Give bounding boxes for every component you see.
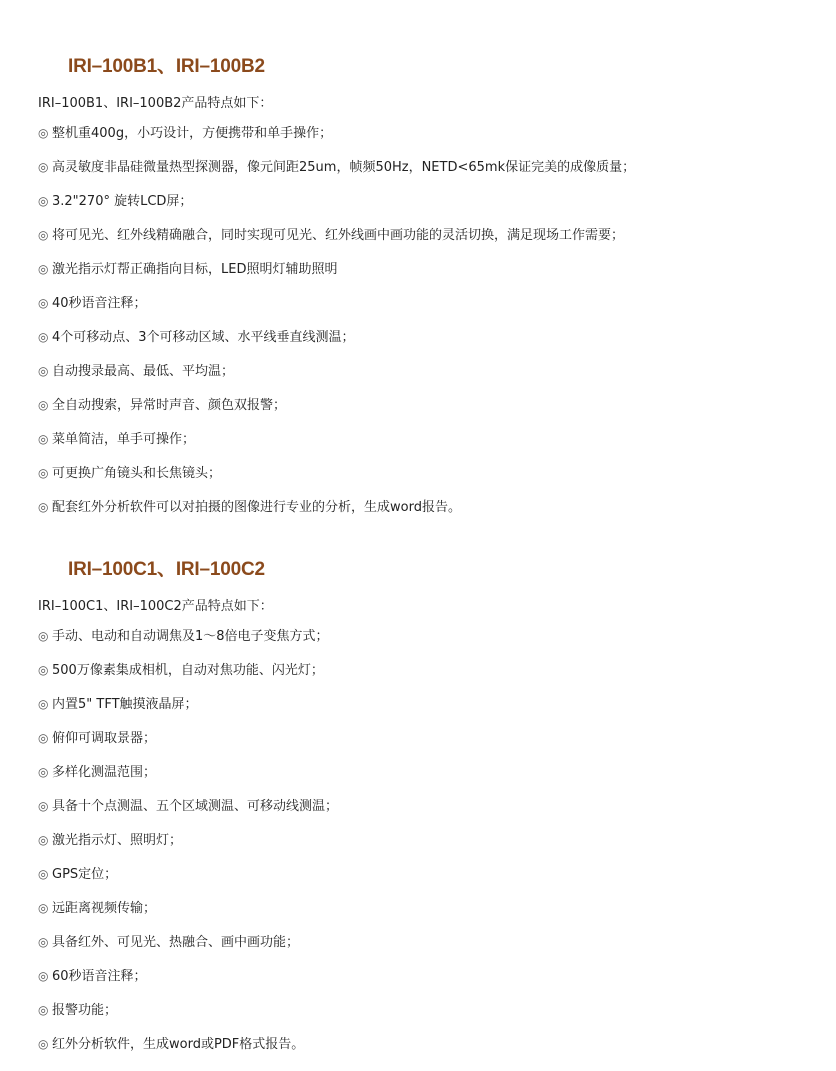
- feature-item: [38, 935, 338, 969]
- bullet-icon: ◎: [38, 867, 49, 881]
- feature-text: 远距离视频传输；: [52, 901, 157, 916]
- feature-item: [38, 364, 635, 398]
- feature-text: 配套红外分析软件可以对拍摄的图像进行专业的分析，生成word报告。: [52, 500, 461, 515]
- feature-text: 具备红外、可见光、热融合、画中画功能；: [52, 935, 300, 950]
- feature-text: 报警功能；: [52, 1003, 118, 1018]
- feature-item: [38, 398, 635, 432]
- feature-item: [38, 194, 635, 228]
- feature-text: 40秒语音注释；: [52, 296, 147, 311]
- feature-text: 红外分析软件，生成word或PDF格式报告。: [52, 1037, 305, 1052]
- section-title: IRI–100C1、IRI–100C2: [68, 559, 265, 580]
- feature-item: [38, 432, 635, 466]
- feature-item: [38, 126, 635, 160]
- feature-text: GPS定位；: [52, 867, 118, 882]
- feature-item: [38, 1003, 338, 1037]
- feature-text: 整机重400g，小巧设计，方便携带和单手操作；: [52, 126, 333, 141]
- bullet-icon: ◎: [38, 160, 49, 174]
- bullet-icon: ◎: [38, 364, 49, 378]
- bullet-icon: ◎: [38, 1003, 49, 1017]
- bullet-icon: ◎: [38, 432, 49, 446]
- feature-item: [38, 833, 338, 867]
- feature-item: [38, 867, 338, 901]
- feature-item: [38, 731, 338, 765]
- feature-item: [38, 969, 338, 1003]
- feature-text: 将可见光、红外线精确融合，同时实现可见光、红外线画中画功能的灵活切换，满足现场工作需要；: [52, 228, 625, 243]
- feature-item: [38, 1037, 338, 1071]
- feature-text: 内置5" TFT触摸液晶屏；: [52, 697, 198, 712]
- feature-text: 全自动搜索，异常时声音、颜色双报警；: [52, 398, 287, 413]
- feature-text: 具备十个点测温、五个区域测温、可移动线测温；: [52, 799, 339, 814]
- bullet-icon: ◎: [38, 466, 49, 480]
- bullet-icon: ◎: [38, 765, 49, 779]
- feature-item: [38, 629, 338, 663]
- feature-item: [38, 697, 338, 731]
- bullet-icon: ◎: [38, 663, 49, 677]
- feature-item: [38, 466, 635, 500]
- feature-text: 60秒语音注释；: [52, 969, 147, 984]
- bullet-icon: ◎: [38, 697, 49, 711]
- bullet-icon: ◎: [38, 126, 49, 140]
- feature-item: [38, 262, 635, 296]
- feature-text: 4个可移动点、3个可移动区域、水平线垂直线测温；: [52, 330, 355, 345]
- feature-item: [38, 296, 635, 330]
- section-intro: IRI–100B1、IRI–100B2产品特点如下：: [38, 96, 273, 111]
- feature-text: 手动、电动和自动调焦及1～8倍电子变焦方式；: [52, 629, 329, 644]
- bullet-icon: ◎: [38, 330, 49, 344]
- bullet-icon: ◎: [38, 833, 49, 847]
- bullet-icon: ◎: [38, 398, 49, 412]
- bullet-icon: ◎: [38, 901, 49, 915]
- feature-list: [38, 629, 338, 1071]
- bullet-icon: ◎: [38, 262, 49, 276]
- feature-text: 激光指示灯帮正确指向目标，LED照明灯辅助照明: [52, 262, 338, 277]
- bullet-icon: ◎: [38, 228, 49, 242]
- bullet-icon: ◎: [38, 629, 49, 643]
- bullet-icon: ◎: [38, 194, 49, 208]
- bullet-icon: ◎: [38, 296, 49, 310]
- section-title: IRI–100B1、IRI–100B2: [68, 56, 265, 77]
- bullet-icon: ◎: [38, 935, 49, 949]
- feature-list: [38, 126, 635, 534]
- bullet-icon: ◎: [38, 1037, 49, 1051]
- feature-item: [38, 228, 635, 262]
- feature-item: [38, 901, 338, 935]
- section-intro: IRI–100C1、IRI–100C2产品特点如下：: [38, 599, 273, 614]
- bullet-icon: ◎: [38, 500, 49, 514]
- feature-item: [38, 765, 338, 799]
- feature-item: [38, 330, 635, 364]
- feature-text: 500万像素集成相机，自动对焦功能、闪光灯；: [52, 663, 324, 678]
- bullet-icon: ◎: [38, 799, 49, 813]
- feature-text: 菜单简洁，单手可操作；: [52, 432, 196, 447]
- feature-text: 多样化测温范围；: [52, 765, 157, 780]
- feature-text: 3.2"270° 旋转LCD屏；: [52, 194, 193, 209]
- feature-item: [38, 160, 635, 194]
- feature-text: 高灵敏度非晶硅微量热型探测器，像元间距25um，帧频50Hz，NETD<65mk保证完美的成像质量；: [52, 160, 636, 175]
- feature-text: 激光指示灯、照明灯；: [52, 833, 183, 848]
- bullet-icon: ◎: [38, 969, 49, 983]
- feature-item: [38, 663, 338, 697]
- feature-text: 自动搜录最高、最低、平均温；: [52, 364, 235, 379]
- feature-text: 可更换广角镜头和长焦镜头；: [52, 466, 222, 481]
- feature-item: [38, 500, 635, 534]
- feature-text: 俯仰可调取景器；: [52, 731, 157, 746]
- bullet-icon: ◎: [38, 731, 49, 745]
- feature-item: [38, 799, 338, 833]
